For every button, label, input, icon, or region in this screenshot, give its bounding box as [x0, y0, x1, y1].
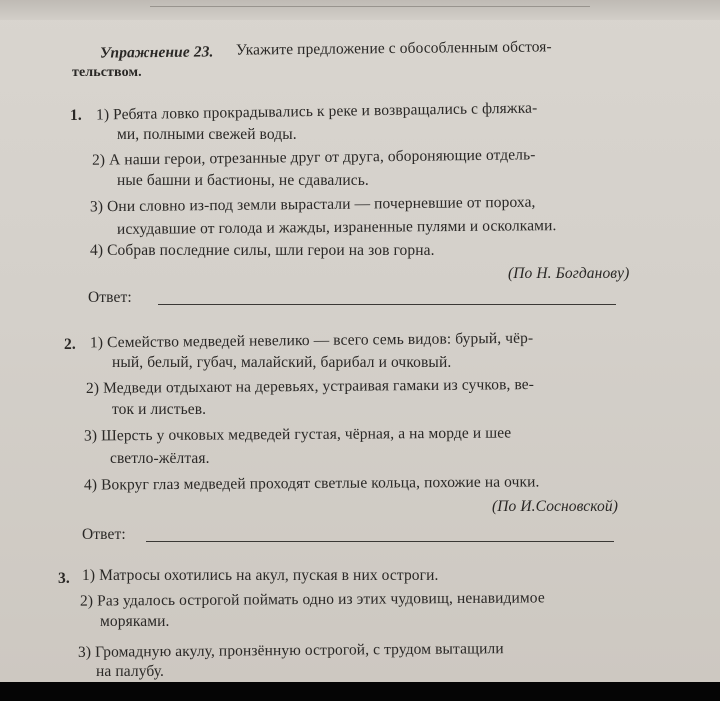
- exercise-label: Упражнение 23.: [99, 43, 214, 62]
- sentence-2-4-line-1: 4) Вокруг глаз медведей проходят светлые кольца, похожие на очки.: [83, 473, 540, 494]
- sentence-1-1-line-1: 1) Ребята ловко прокрадывались к реке и возвращались с фляжка-: [95, 99, 538, 124]
- sentence-1-2-line-1: 2) А наши герои, отрезанные друг от друга, обороняющие отдель-: [91, 146, 536, 169]
- sentence-3-3-line-1: 3) Громадную акулу, пронзённую острогой, с трудом вытащили: [77, 640, 504, 661]
- answer-line: [158, 304, 616, 305]
- answer-label: Ответ:: [88, 289, 132, 306]
- sentence-1-1-line-2: ми, полными свежей воды.: [117, 126, 297, 143]
- sentence-2-2-line-1: 2) Медведи отдыхают на деревьях, устраивая гамаки из сучков, ве-: [85, 376, 535, 397]
- group-number: 3.: [58, 570, 70, 587]
- answer-line: [146, 541, 614, 542]
- source-attribution: (По И.Сосновской): [492, 498, 618, 515]
- sentence-2-3-line-2: светло-жёлтая.: [110, 450, 210, 467]
- sentence-2-2-line-2: ток и листьев.: [112, 401, 207, 418]
- group-number: 1.: [70, 107, 82, 124]
- sentence-2-1-line-1: 1) Семейство медведей невелико — всего семь видов: бурый, чёр-: [89, 329, 534, 352]
- sentence-1-2-line-2: ные башни и бастионы, не сдавались.: [117, 172, 369, 189]
- sentence-1-3-line-2: исхудавшие от голода и жажды, израненные пулями и осколками.: [116, 217, 557, 238]
- sentence-2-1-line-2: ный, белый, губач, малайский, барибал и очковый.: [112, 354, 452, 371]
- sentence-1-4-line-1: 4) Собрав последние силы, шли герои на зов горна.: [90, 242, 435, 259]
- sentence-3-3-line-2: на палубу.: [96, 663, 165, 680]
- previous-page-edge: [0, 0, 720, 20]
- answer-label: Ответ:: [82, 526, 126, 543]
- sentence-3-1-line-1: 1) Матросы охотились на акул, пуская в них остроги.: [82, 567, 439, 584]
- exercise-task-line-1: Укажите предложение с обособленным обстоя-: [235, 38, 552, 59]
- exercise-task-line-2: тельством.: [72, 65, 142, 80]
- source-attribution: (По Н. Богданову): [508, 265, 630, 282]
- sentence-3-2-line-2: моряками.: [100, 613, 170, 630]
- sentence-1-3-line-1: 3) Они словно из-под земли вырастали — почерневшие от пороха,: [89, 193, 536, 216]
- sentence-2-3-line-1: 3) Шерсть у очковых медведей густая, чёрная, а на морде и шее: [83, 424, 512, 445]
- sentence-3-2-line-1: 2) Раз удалось острогой поймать одно из этих чудовищ, ненавидимое: [79, 589, 545, 610]
- group-number: 2.: [64, 336, 76, 353]
- divider: [150, 6, 590, 7]
- bottom-black-bar: [0, 682, 720, 701]
